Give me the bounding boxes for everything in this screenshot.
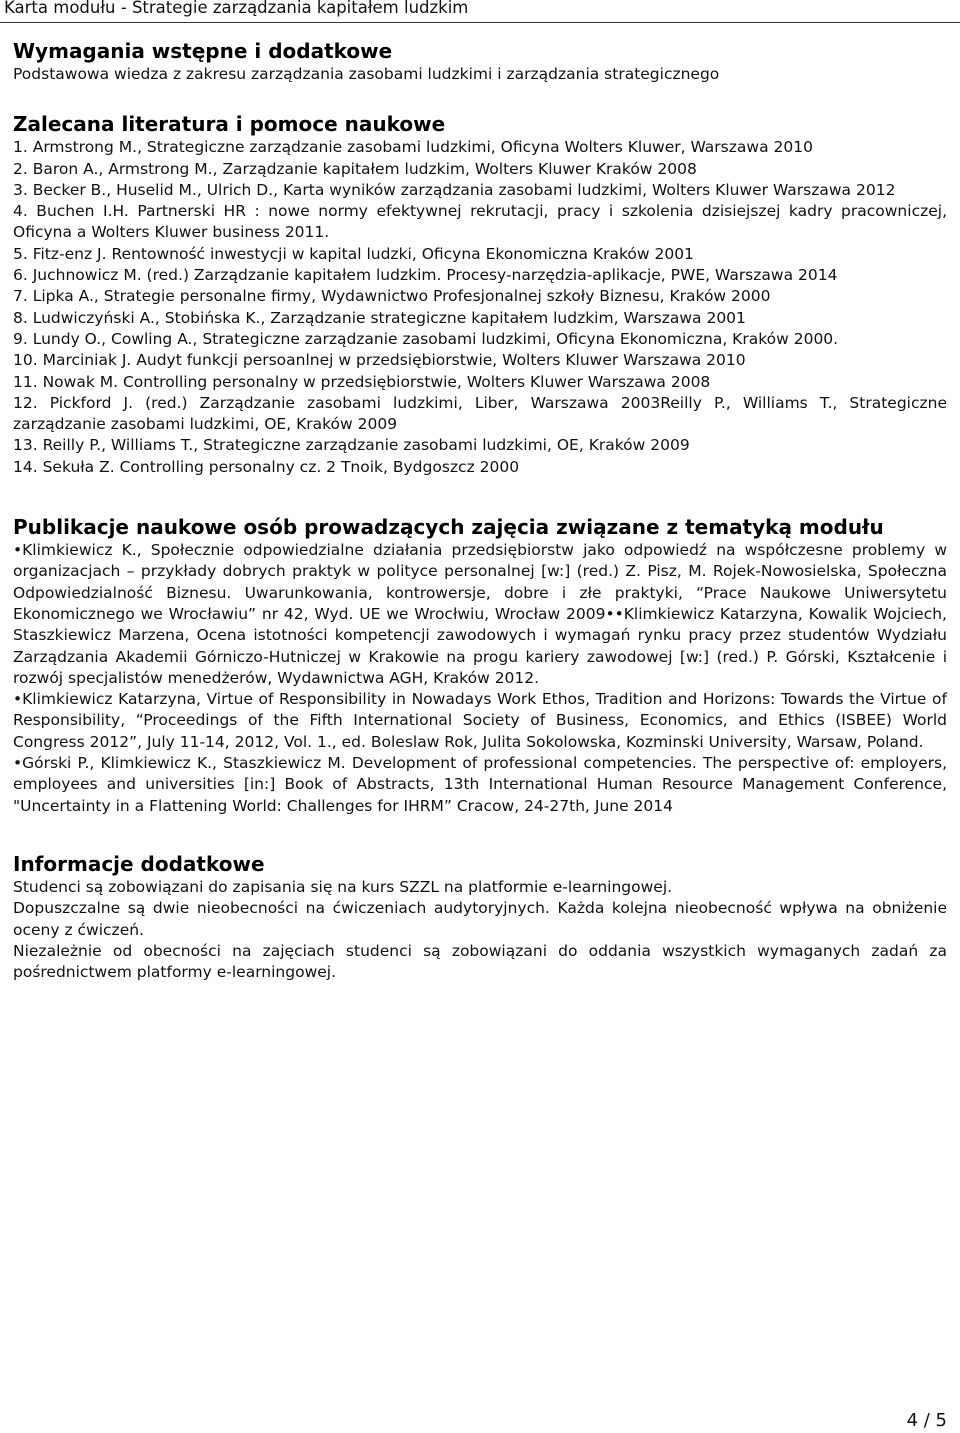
literature-item: 7. Lipka A., Strategie personalne firmy, Wydawnictwo Profesjonalnej szkoły Biznesu, Kraków 2000 — [13, 287, 771, 306]
page-number: 4 / 5 — [906, 1410, 947, 1431]
additional-info-text: Niezależnie od obecności na zajęciach studenci są zobowiązani do oddania wszystkich wymaganych zadań za pośrednictwem platformy e-learningowej. — [13, 941, 947, 982]
literature-item: 10. Marciniak J. Audyt funkcji persoanlnej w przedsiębiorstwie, Wolters Kluwer Warszawa 2010 — [13, 351, 746, 370]
literature-item: 9. Lundy O., Cowling A., Strategiczne zarządzanie zasobami ludzkimi, Oficyna Ekonomiczna, Kraków 2000. — [13, 329, 839, 348]
literature-item: 2. Baron A., Armstrong M., Zarządzanie kapitałem ludzkim, Wolters Kluwer Kraków 2008 — [13, 159, 697, 178]
literature-item: 5. Fitz-enz J. Rentowność inwestycji w kapital ludzki, Oficyna Ekonomiczna Kraków 2001 — [13, 244, 694, 263]
document-title: Karta modułu - Strategie zarządzania kapitałem ludzkim — [4, 0, 469, 17]
additional-info-text: Studenci są zobowiązani do zapisania się na kurs SZZL na platformie e-learningowej. — [13, 877, 673, 896]
additional-info-heading: Informacje dodatkowe — [13, 851, 265, 876]
literature-item: 3. Becker B., Huselid M., Ulrich D., Karta wyników zarządzania zasobami ludzkimi, Wolters Kluwer Warszawa 2012 — [13, 180, 896, 199]
requirements-section — [13, 38, 947, 85]
requirements-heading: Wymagania wstępne i dodatkowe — [13, 39, 393, 63]
requirements-text: Podstawowa wiedza z zakresu zarządzania zasobami ludzkimi i zarządzania strategicznego — [13, 65, 720, 83]
additional-info-section — [13, 851, 947, 983]
literature-item: 6. Juchnowicz M. (red.) Zarządzanie kapitałem ludzkim. Procesy-narzędzia-aplikacje, PWE, Warszawa 2014 — [13, 266, 838, 285]
literature-item: 13. Reilly P., Williams T., Strategiczne zarządzanie zasobami ludzkimi, OE, Kraków 2009 — [13, 436, 690, 455]
literature-item: 1. Armstrong M., Strategiczne zarządzanie zasobami ludzkimi, Oficyna Wolters Kluwer, Warszawa 2010 — [13, 138, 813, 157]
literature-item: 11. Nowak M. Controlling personalny w przedsiębiorstwie, Wolters Kluwer Warszawa 2008 — [13, 372, 711, 391]
publication-entry: •Górski P., Klimkiewicz K., Staszkiewicz M. Development of professional competencies. The perspective of: employers, employees and universities [in:] Book of Abstracts, 13th International Human Resource Management Conference, "Uncertainty in a Flattening World: Challenges for IHRM” Cracow, 24-27th, June 2014 — [13, 754, 947, 815]
literature-item: 12. Pickford J. (red.) Zarządzanie zasobami ludzkimi, Liber, Warszawa 2003Reilly P., Williams T., Strategiczne zarządzanie zasobami ludzkimi, OE, Kraków 2009 — [13, 393, 947, 434]
literature-heading: Zalecana literatura i pomoce naukowe — [13, 112, 446, 137]
literature-section — [13, 111, 947, 478]
document-body — [13, 38, 947, 983]
literature-item: 4. Buchen I.H. Partnerski HR : nowe normy efektywnej rekrutacji, pracy i szkolenia dzisiejszej kadry pracowniczej, Oficyna a Wolters Kluwer business 2011. — [13, 202, 947, 242]
literature-item: 14. Sekuła Z. Controlling personalny cz. 2 Tnoik, Bydgoszcz 2000 — [13, 457, 520, 476]
literature-item: 8. Ludwiczyński A., Stobińska K., Zarządzanie strategiczne kapitałem ludzkim, Warszawa 2001 — [13, 308, 746, 327]
publications-section — [13, 514, 947, 817]
publication-entry: •Klimkiewicz Katarzyna, Virtue of Responsibility in Nowadays Work Ethos, Tradition and Horizons: Towards the Virtue of Responsibility, “Proceedings of the Fifth International Society of Business, Economics, and Ethics (ISBEE) World Congress 2012”, July 11-14, 2012, Vol. 1., ed. Boleslaw Rok, Julita Sokolowska, Kozminski University, Warsaw, Poland. — [13, 690, 947, 751]
additional-info-text: Dopuszczalne są dwie nieobecności na ćwiczeniach audytoryjnych. Każda kolejna nieobecność wpływa na obniżenie oceny z ćwiczeń. — [13, 899, 947, 939]
publication-entry: •Klimkiewicz K., Społecznie odpowiedzialne działania przedsiębiorstw jako odpowiedź na współczesne problemy w organizacjach – przykłady dobrych praktyk w polityce personalnej [w:] (red.) Z. Pisz, M. Rojek-Nowosielska, Społeczna Odpowiedzialność Biznesu. Uwarunkowania, kontrowersje, dobre i złe praktyki, “Prace Naukowe Uniwersytetu Ekonomicznego we Wrocławiu” nr 42, Wyd. UE we Wrocłwiu, Wrocław 2009••Klimkiewicz Katarzyna, Kowalik Wojciech, Staszkiewicz Marzena, Ocena istotności kompetencji zawodowych i wymagań rynku pracy przez studentów Wydziału Zarządzania Akademii Górniczo-Hutniczej w Krakowie na progu kariery zawodowej [w:] (red.) P. Górski, Kształcenie i rozwój specjalistów menedżerów, Wydawnictwa AGH, Kraków 2012. — [13, 541, 947, 687]
page-header — [0, 0, 960, 23]
publications-heading: Publikacje naukowe osób prowadzących zajęcia związane z tematyką modułu — [13, 515, 884, 540]
